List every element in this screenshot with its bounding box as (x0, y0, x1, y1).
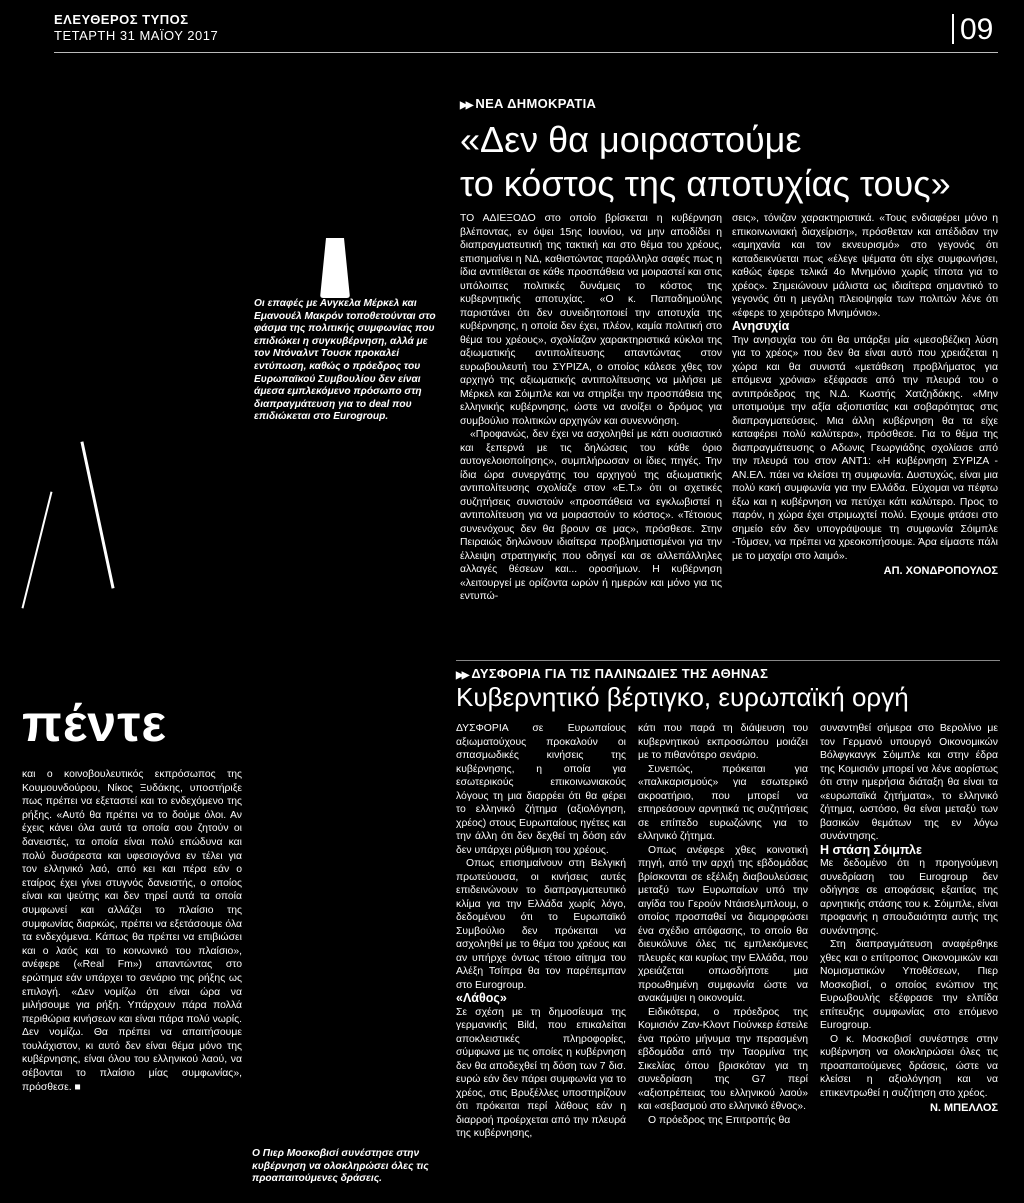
article1-headline-line1: «Δεν θα μοιραστούμε (460, 119, 802, 160)
photo-highlight-edge-2 (22, 492, 53, 609)
article1-headline-line2: το κόστος της αποτυχίας τους» (460, 163, 951, 204)
article1-paragraph: Την ανησυχία του ότι θα υπάρξει μία «μεσοβέζικη λύση για το χρέος» που δεν θα είναι αυτό που χρειάζεται η χώρα και θα συνιστά «μετάθεση προβλήματος για επόμενα χρόνια» εξέφρασε από την πλευρά του ο αντιπρόεδρος της Ν.Δ. Κωστής Χατζηδάκης. «Μην υποτιμούμε την αξία αξιοπιστίας και σοβαρότητας στις διαπραγματεύσεις. Μια άλλη κυβέρνηση θα τα είχε καταφέρει πολύ καλύτερα», πρόσθεσε. Για το θέμα της διαπραγμάτευσης ο Αδωνις Γεωργιάδης σχολίασε από την πλευρά του στον ΑΝΤ1: «Η κυβέρνηση ΣΥΡΙΖΑ - ΑΝ.ΕΛ. πάει να κλείσει τη συμφωνία. Δυστυχώς, είναι μια πολύ κακή συμφωνία για την Ελλάδα. Εύχομαι να πέφτω έξω και η κυβέρνηση να πετύχει κάτι καλύτερο. Προς το παρόν, η χώρα έχει στριμωχτεί πολύ. Εχουμε φτάσει στο σημείο εάν δεν υπογράψουμε τη συμφωνία Σόιμπλε -Τόμσεν, να πρέπει να χρεοκοπήσουμε. Άρα είμαστε πάλι με το μαχαίρι στο λαιμό». (732, 334, 998, 562)
article2-subhead: Η στάση Σόιμπλε (820, 842, 922, 857)
article2-column-2 (638, 722, 808, 1127)
double-arrow-icon: ▶▶ (456, 670, 468, 681)
photo-caption-top: Οι επαφές με Ανγκελα Μέρκελ και Εμανουέλ Μακρόν τοποθετούνται στο φάσμα της πολιτικής συμφωνίας που επιδιώκει η συγκυβέρνηση, αλλά με τον Ντόναλντ Τουσκ προκαλεί εντύπωση, καθώς ο πρόεδρος του Ευρωπαϊκού Συμβουλίου δεν είναι άμεσα εμπλεκόμενο πρόσωπο στη διαπραγμάτευση για το deal που επιδιώκεται στο Eurogroup. (254, 298, 436, 423)
article2-kicker (456, 666, 768, 681)
article2-paragraph: Ο πρόεδρος της Επιτροπής θα (648, 1114, 791, 1126)
photo-caption-bottom: Ο Πιερ Μοσκοβισί συνέστησε στην κυβέρνηση να ολοκληρώσει όλες τις προαπαιτούμενες δράσεις. (252, 1148, 429, 1185)
article2-column-1 (456, 722, 626, 1141)
article2-paragraph: Στη διαπραγμάτευση αναφέρθηκε χθες και ο επίτροπος Οικονομικών και Νομισματικών Υποθέσεων, Πιερ Μοσκοβισί, ο οποίος ενώπιον της Ευρωβουλής εξέφρασε την ελπίδα επίτευξης συμφωνίας στο επόμενο Eurogroup. (820, 939, 998, 1031)
article2-paragraph: Οπως ανέφερε χθες κοινοτική πηγή, από την αρχή της εβδομάδας βρίσκονται σε εξέλιξη διαβουλεύσεις μεταξύ των Ευρωπαίων υπό την αιγίδα του Γερούν Ντάισελμπλουμ, ο οποίος προσπαθεί να διαμορφώσει ένα σχέδιο απόφασης, το οποίο θα διευκόλυνε όλες τις εμπλεκόμενες πλευρές και κυρίως την Ελλάδα, που χρειάζεται οπωσδήποτε μια προωθημένη συμφωνία ώστε να ανακάμψει η οικονομία. (638, 844, 808, 1004)
article1-kicker-text: ΝΕΑ ΔΗΜΟΚΡΑΤΙΑ (475, 96, 597, 111)
article1-headline (460, 118, 1000, 206)
article2-paragraph: Σε σχέση με τη δημοσίευμα της γερμανικής Bild, που επικαλείται αποκλειστικές πληροφορίες, σύμφωνα με τις οποίες η κυβέρνηση δεν θα αποδεχθεί τη δόση των 7 δισ. ευρώ εάν δεν πάρει συμφωνία για το χρέος, στις Βρυξέλλες υποστηρίζουν ότι πρόκειται περί λάθους εάν η διαρροή προέρχεται από την πλευρά της κυβέρνησης, (456, 1006, 626, 1139)
article2-paragraph: συναντηθεί σήμερα στο Βερολίνο με τον Γερμανό υπουργό Οικονομικών Βόλφγκανγκ Σόιμπλε και στην έδρα της Κομισιόν μπορεί να λένε αορίστως ότι στην ημερήσια διάταξη θα είναι τα «ευρωπαϊκά ζητήματα», το ελληνικό ζήτημα, ωστόσο, θα είναι μεταξύ των βασικών θεμάτων της εν λόγω συνάντησης. (820, 723, 998, 842)
header-rule (54, 52, 998, 53)
page-number: 09 (960, 13, 994, 46)
sidebar-text (22, 768, 242, 1094)
article1-paragraph: σεις», τόνιζαν χαρακτηριστικά. «Τους ενδιαφέρει μόνο η επικοινωνιακή διαχείριση», πρόσθεταν και απέδιδαν την «αμηχανία και τον εκνευρισμό» στο γεγονός ότι καταδεικνύεται πως «έλεγε ψέματα ότι είχε συμφωνήσει, καθώς έφερε τελικά 4ο Μνημόνιο χωρίς τίποτα για το χρέος». Σημειώνουν μάλιστα ως ιδιαίτερα σημαντικό το γεγονός ότι η μεγάλη πλειοψηφία των πολιτών λένε ότι «έφερε το χειρότερο Μνημόνιο». (732, 213, 998, 319)
article1-kicker (460, 96, 596, 111)
article1-column-1 (460, 212, 722, 604)
page-number-separator (952, 14, 954, 44)
article1-byline: ΑΠ. ΧΟΝΔΡΟΠΟΥΛΟΣ (883, 565, 998, 577)
article2-kicker-text: ΔΥΣΦΟΡΙΑ ΓΙΑ ΤΙΣ ΠΑΛΙΝΩΔΙΕΣ ΤΗΣ ΑΘΗΝΑΣ (471, 666, 769, 681)
article1-paragraph: ΤΟ ΑΔΙΕΞΟΔΟ στο οποίο βρίσκεται η κυβέρνηση βλέποντας, εν όψει 15ης Ιουνίου, να μην αποδίδει η διαπραγματευτική της τακτική και στο θέμα του χρέους, επισημαίνει η ΝΔ, καθιστώντας παράλληλα σαφές πως η ίδια αντιτίθεται σε κάθε προσπάθεια να μοιραστεί και στις υπόλοιπες πολιτικές δυνάμεις το κόστος της κυβερνητικής αποτυχίας. «Ο κ. Παπαδημούλης παριστάνει ότι δεν συνειδητοποιεί την αποτυχία της κυβέρνησης, η οποία δεν έχει, πλέον, καμία πολιτική στο θέμα του χρέους», σχολίαζαν χαρακτηριστικά κύκλοι της αξιωματικής αντιπολίτευσης απαντώντας στον ευρωβουλευτή του ΣΥΡΙΖΑ, ο οποίος κάλεσε χθες τον αρχηγό της αξιωματικής αντιπολίτευσης να μιλήσει με Μέρκελ και Σόιμπλε και να στηρίξει την προσπάθεια της ελληνικής κυβέρνησης, ώστε να ανοίξει ο δρόμος για συμβούλιο πολιτικών αρχηγών και συνεννόηση. (460, 213, 722, 427)
article2-paragraph: Με δεδομένο ότι η προηγούμενη συνεδρίαση του Eurogroup δεν οδήγησε σε αποφάσεις εξαιτίας της αρνητικής στάσης του κ. Σόιμπλε, είναι προφανής η σπουδαιότητα αυτής της συνάντησης. (820, 858, 998, 937)
article2-paragraph: Συνεπώς, πρόκειται για «παλικαρισμούς» για εσωτερικό ακροατήριο, που μπορεί να επηρεάσουν αρνητικά τις συζητήσεις σε επίπεδο ευρωζώνης για το ελληνικό ζήτημα. (638, 763, 808, 842)
sidebar-title: πέντε (22, 695, 168, 753)
issue-date: ΤΕΤΑΡΤΗ 31 ΜΑΪΟΥ 2017 (54, 28, 219, 43)
newspaper-name: ΕΛΕΥΘΕΡΟΣ ΤΥΠΟΣ (54, 12, 189, 27)
article2-paragraph: ΔΥΣΦΟΡΙΑ σε Ευρωπαίους αξιωματούχους προκαλούν οι σπασμωδικές κινήσεις της κυβέρνησης, η οποία για εσωτερικούς επικοινωνιακούς λόγους τη μια διαρρέει ότι θα φέρει το ελληνικό ζήτημα (αξιολόγηση, χρέος) στους Ευρωπαίους ηγέτες και την άλλη ότι δεν δεχθεί τη δόση εάν δεν υπάρχει ρύθμιση του χρέους. (456, 723, 626, 856)
section-divider (456, 660, 1000, 661)
double-arrow-icon: ▶▶ (460, 100, 472, 111)
article2-byline: Ν. ΜΠΕΛΛΟΣ (929, 1102, 998, 1114)
article2-column-3 (820, 722, 998, 1116)
article2-paragraph: Ειδικότερα, ο πρόεδρος της Κομισιόν Ζαν-Κλοντ Γιούνκερ έστειλε ένα πρώτο μήνυμα την περασμένη εβδομάδα από την Ταορμίνα της Σικελίας όπου βρισκόταν για τη συνεδρίαση της G7 περί «αξιοπρέπειας του ελληνικού λαού» και «σεβασμού στο ελληνικό έθνος». (638, 1006, 808, 1112)
article1-column-2 (732, 212, 998, 579)
article2-paragraph: Ο κ. Μοσκοβισί συνέστησε στην κυβέρνηση να ολοκληρώσει όλες τις προαπαιτούμενες δράσεις, ώστε να κλείσει η αξιολόγηση και να επικεντρωθεί η συζήτηση στο χρέος. (820, 1033, 998, 1099)
article2-subhead: «Λάθος» (456, 991, 507, 1005)
article2-paragraph: κάτι που παρά τη διάψευση του κυβερνητικού εκπροσώπου μοιάζει με το πιθανότερο σενάριο. (638, 723, 808, 761)
article2-paragraph: Οπως επισημαίνουν στη Βελγική πρωτεύουσα, οι κινήσεις αυτές επιδεινώνουν το διαπραγματευτικό κλίμα για την Ελλάδα χωρίς λόγο, δεδομένου ότι το Ευρωπαϊκό Συμβούλιο δεν πρόκειται να ασχοληθεί με το θέμα του χρέους και αν υπήρχε όντως τέτοιο αίτημα του Αλέξη Τσίπρα θα τον παρέπεμπαν στο Eurogroup. (456, 858, 626, 991)
photo-highlight-top (320, 238, 350, 298)
article2-headline: Κυβερνητικό βέρτιγκο, ευρωπαϊκή οργή (456, 682, 909, 712)
photo-highlight-edge (80, 441, 114, 588)
sidebar-paragraph: και ο κοινοβουλευτικός εκπρόσωπος της Κουμουνδούρου, Νίκος Ξυδάκης, υποστήριξε πως πρέπει να εξεταστεί και το ενδεχόμενο της ρήξης. «Αυτό θα πρέπει να το δούμε όλοι. Αν έχεις κάνει όλα αυτά τα οποία σου ζητούν οι δανειστές, τα οποία είναι πολύ επώδυνα και πολύ δυσάρεστα και υφεσιογόνα εν τέλει για τον ελληνικό λαό, από κει και πέρα εάν ο εταίρος έχει γίνει στυγνός δανειστής, ο οποίος είναι και ψεύτης και δεν τηρεί αυτά τα οποία συμφωνεί και αλλάζει το πλαίσιο της συμφωνίας διαρκώς, πρέπει να εξετάσουμε όλα τα ενδεχόμενα. Κάπως θα πρέπει να επιβιώσει και ο λαός και το κοινωνικό του πλαίσιο», ανέφερε («Real Fm») απαντώντας στο ερώτημα εάν υπάρχει το σενάριο της ρήξης ως επιλογή. «Δεν νομίζω ότι είναι ώρα να μιλήσουμε για ρήξη. Υπάρχουν πάρα πολλά περιθώρια κινήσεων και είναι πάρα πολύ νωρίς. Δεν νομίζω. Θα πρέπει να απαιτήσουμε τουλάχιστον, κι αυτό δεν είναι θέμα μόνο της κυβέρνησης, είναι όλου του ελληνικού λαού, να σέβονται το πλαίσιο μίας συμφωνίας», πρόσθεσε. ■ (22, 769, 242, 1093)
article1-paragraph: «Προφανώς, δεν έχει να ασχοληθεί με κάτι ουσιαστικό και ξεπερνά με τις δηλώσεις του κάθε όριο αυτογελοιοποίησης», συμπλήρωσαν οι ίδιες πηγές. Την ίδια ώρα συνεργάτης του αρχηγού της αξιωματικής αντιπολίτευσης σχολίαζε στον «Ε.Τ.» ότι οι σχετικές συζητήσεις συνιστούν «προσπάθεια να εγκλωβιστεί η αντιπολίτευση για να μοιραστούν το κόστος». «Τέτοιους συνενόχους δεν θα βρουν σε μας», πρόσθεσε. Στην Πειραιώς δηλώνουν ιδιαίτερα προβληματισμένοι για την έλλειψη στρατηγικής που οδηγεί και σε αλλεπάλληλες αλλαγές θέσεων και... οροσήμων. Η κυβέρνηση «λειτουργεί με ορίζοντα ωρών ή ημερών και μόνο για τις εντυπώ- (460, 429, 722, 602)
article1-subhead: Ανησυχία (732, 319, 790, 333)
